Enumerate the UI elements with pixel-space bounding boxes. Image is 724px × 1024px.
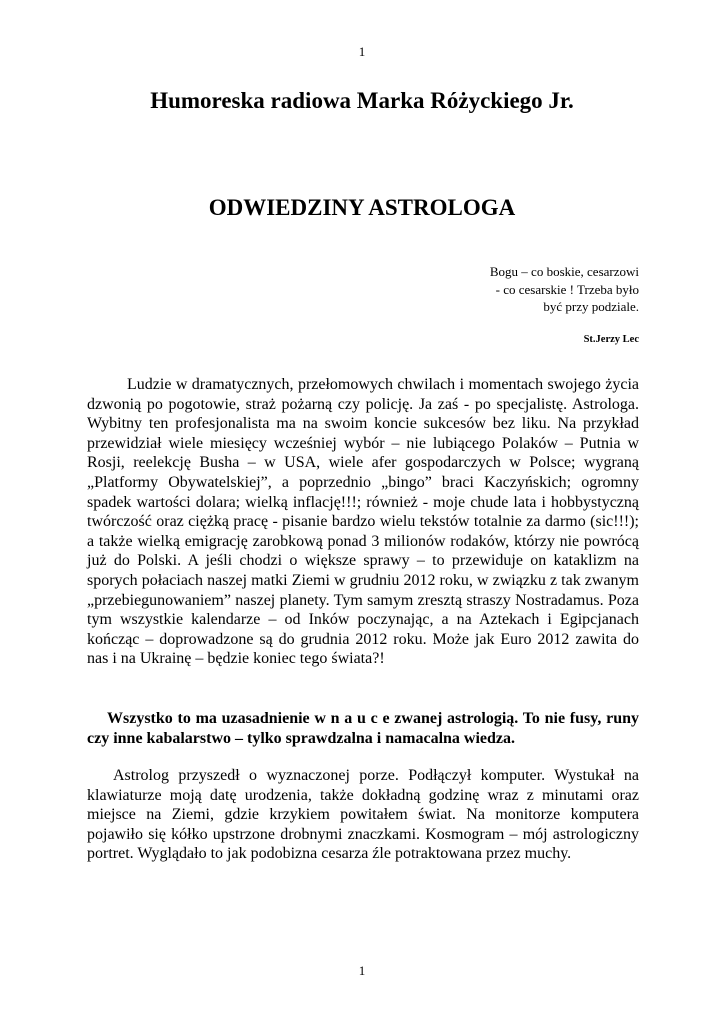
- epigraph: [379, 263, 639, 316]
- body-paragraph-3: [87, 766, 639, 864]
- epigraph-author: St.Jerzy Lec: [583, 334, 639, 345]
- paragraph-text: Ludzie w dramatycznych, przełomowych chwilach i momentach swojego życia dzwonią po pogotowie, straż pożarną czy policję. Ja zaś - po specjalistę. Astrologa. Wybitny ten profesjonalista ma na swoim koncie sukcesów bez liku. Na przykład przewidział wiele miesięcy wcześniej wybór – nie lubiącego Polaków – Putnia w Rosji, reelekcję Busha – w USA, wiele afer gospodarczych w Polsce; wygraną „Platformy Obywatelskiej”, a poprzednio „bingo” braci Kaczyńskich; ogromny spadek wartości dolara; wielką inflację!!!; również - moje chude lata i hobbystyczną twórczość oraz ciężką pracę - pisanie bardzo wielu tekstów totalnie za darmo (sic!!!); a także wielką emigrację zarobkową ponad 3 milionów rodaków, którzy nie powrócą już do Polski. A jeśli chodzi o większe sprawy – to przewiduje on kataklizm na sporych połaciach naszej matki Ziemi w grudniu 2012 roku, w związku z tak zwanym „przebiegunowaniem” naszej planety. Tym samym zresztą straszy Nostradamus. Poza tym wszystkie kalendarze – od Inków poczynając, a na Aztekach i Egipcjanach kończąc – doprowadzone są do grudnia 2012 roku. Może jak Euro 2012 zawita do nas i na Ukrainę – będzie koniec tego świata?!: [87, 376, 639, 668]
- epigraph-line: być przy podziale.: [543, 299, 639, 314]
- body-paragraph-2: [87, 709, 639, 748]
- page-number-top: 1: [358, 44, 366, 59]
- paragraph-text: Astrolog przyszedł o wyznaczonej porze. Podłączył komputer. Wystukał na klawiaturze moją datę urodzenia, także dokładną godzinę wraz z minutami oraz miejsce na Ziemi, gdzie krzykiem powitałem świat. Na monitorze komputera pojawiło się kółko upstrzone drobnymi znaczkami. Kosmogram – mój astrologiczny portret. Wyglądało to jak podobizna cesarza źle potraktowana przez muchy.: [87, 767, 639, 863]
- epigraph-line: Bogu – co boskie, cesarzowi: [489, 264, 639, 279]
- epigraph-line: - co cesarskie ! Trzeba było: [495, 281, 639, 297]
- header-title: Humoreska radiowa Marka Różyckiego Jr.: [150, 88, 574, 113]
- body-paragraph-1: [87, 375, 639, 669]
- page-number-bottom: 1: [358, 963, 366, 978]
- paragraph-text: Wszystko to ma uzasadnienie w n a u c e zwanej astrologią. To nie fusy, runy czy inne kabalarstwo – tylko sprawdzalna i namacalna wiedza.: [87, 710, 639, 747]
- document-title: ODWIEDZINY ASTROLOGA: [208, 195, 516, 220]
